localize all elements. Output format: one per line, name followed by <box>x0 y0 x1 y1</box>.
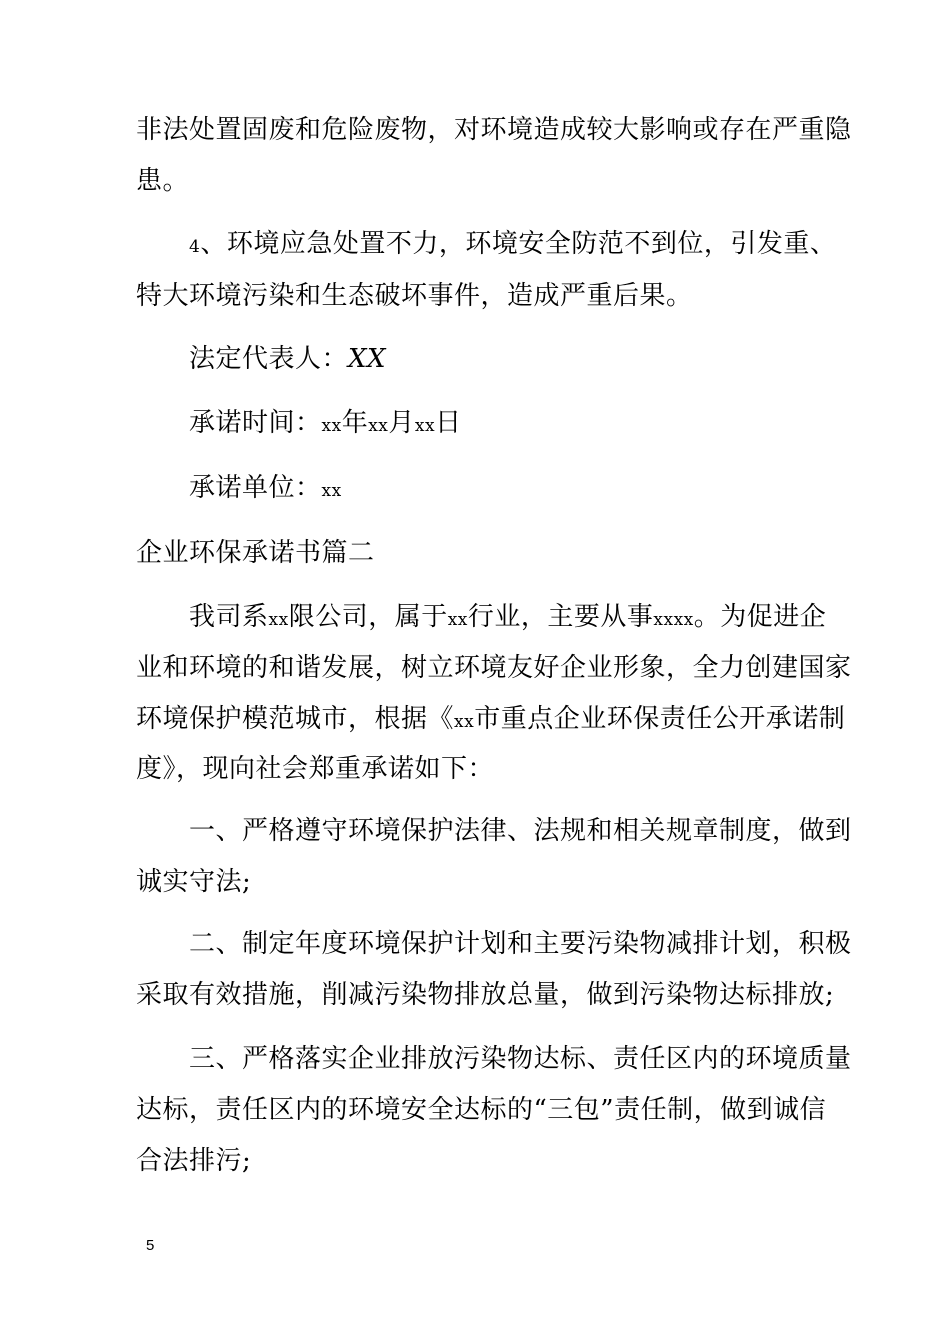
text-run: 限公司，属于 <box>288 602 448 632</box>
text-run: 环境保护模范城市，根据《 <box>136 704 455 734</box>
item-text: 、环境应急处置不力，环境安全防范不到位，引发重、 <box>200 229 837 259</box>
paragraph-line <box>136 704 845 737</box>
page-number: 5 <box>146 1237 155 1254</box>
paragraph-line: 二、制定年度环境保护计划和主要污染物减排计划，积极 <box>189 929 852 959</box>
commit-time-line <box>189 408 462 441</box>
commit-unit-line <box>189 473 342 506</box>
paragraph-line: 非法处置固废和危险废物，对环境造成较大影响或存在严重隐 <box>136 115 852 145</box>
text-run: 行业，主要从事 <box>467 602 654 632</box>
paragraph-line: 达标，责任区内的环境安全达标的“三包”责任制，做到诚信 <box>136 1095 827 1125</box>
legal-rep-label: 法定代表人： <box>189 344 349 374</box>
commit-time-label: 承诺时间： <box>189 408 322 438</box>
placeholder-text: xx <box>447 610 468 630</box>
paragraph-line: 一、严格遵守环境保护法律、法规和相关规章制度，做到 <box>189 816 852 846</box>
commit-day-value: xx <box>414 416 436 436</box>
legal-representative-line <box>189 344 386 374</box>
section-title: 企业环保承诺书篇二 <box>136 538 375 568</box>
text-run: 。为促进企 <box>693 602 827 632</box>
commit-unit-label: 承诺单位： <box>189 473 322 503</box>
paragraph-line: 业和环境的和谐发展，树立环境友好企业形象，全力创建国家 <box>136 653 852 683</box>
placeholder-text: xx <box>268 610 289 630</box>
paragraph-line <box>189 602 826 635</box>
commit-month-value: xx <box>368 416 389 436</box>
paragraph-line: 采取有效措施，削减污染物排放总量，做到污染物达标排放; <box>136 980 835 1010</box>
commit-unit-value: xx <box>321 481 342 501</box>
paragraph-line: 诚实守法; <box>136 867 252 897</box>
text-run: 市重点企业环保责任公开承诺制 <box>474 704 846 734</box>
paragraph-line <box>189 229 836 262</box>
paragraph-line: 三、严格落实企业排放污染物达标、责任区内的环境质量 <box>189 1044 852 1074</box>
text-run: 我司系 <box>189 602 269 632</box>
paragraph-line: 特大环境污染和生态破坏事件，造成严重后果。 <box>136 281 693 311</box>
placeholder-text: xxxx <box>653 610 694 630</box>
placeholder-text: xx <box>454 712 475 732</box>
paragraph-line: 患。 <box>136 166 190 196</box>
item-number: 4 <box>189 237 201 257</box>
paragraph-line: 合法排污; <box>136 1146 252 1176</box>
legal-rep-value: XX <box>348 344 387 374</box>
year-label: 年 <box>341 408 369 438</box>
day-label: 日 <box>435 408 462 438</box>
paragraph-line: 度》，现向社会郑重承诺如下： <box>136 754 495 784</box>
month-label: 月 <box>388 408 415 438</box>
commit-year-value: xx <box>321 416 342 436</box>
